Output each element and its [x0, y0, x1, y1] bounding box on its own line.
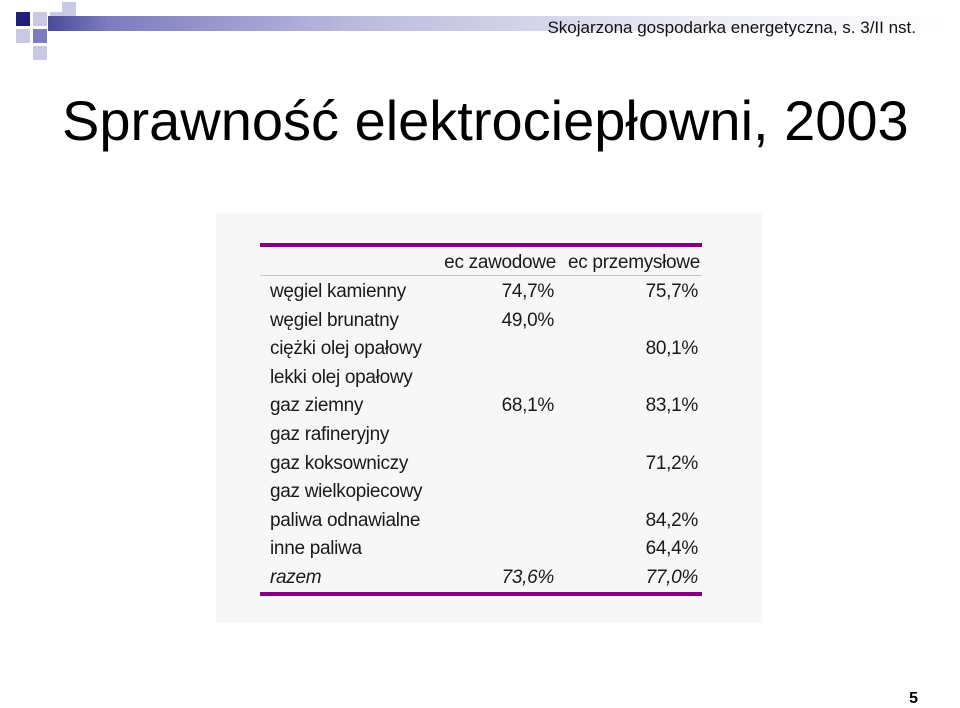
table-bottom-rule [260, 592, 702, 596]
header-text: Skojarzona gospodarka energetyczna, s. 3/II nst. [547, 18, 916, 37]
column-header-ec-zawodowe: ec zawodowe [444, 252, 556, 273]
table-cell-ec-przemyslowe: 80,1% [645, 338, 698, 359]
decor-square [33, 12, 47, 26]
table-cell-ec-zawodowe: 68,1% [501, 395, 554, 416]
table-cell-ec-przemyslowe: 83,1% [645, 395, 698, 416]
decor-square [16, 29, 30, 43]
table-row-label: ciężki olej opałowy [270, 338, 422, 359]
table-cell-ec-zawodowe: 74,7% [501, 281, 554, 302]
table-row-label: węgiel kamienny [270, 281, 406, 302]
table-cell-ec-przemyslowe: 75,7% [645, 281, 698, 302]
table-row-label: paliwa odnawialne [270, 510, 421, 531]
table-cell-ec-przemyslowe: 77,0% [645, 567, 698, 588]
table-row-label: razem [270, 567, 322, 588]
table-row-label: gaz ziemny [270, 395, 364, 416]
table-row-label: gaz wielkopiecowy [270, 481, 423, 502]
table-row-label: gaz rafineryjny [270, 424, 390, 445]
table-cell-ec-zawodowe: 49,0% [501, 310, 554, 331]
table-header-rule [260, 275, 702, 276]
table-row-label: gaz koksowniczy [270, 453, 409, 474]
decor-square [62, 2, 76, 16]
decor-square [33, 46, 47, 60]
table-cell-ec-przemyslowe: 84,2% [645, 510, 698, 531]
table-cell-ec-zawodowe: 73,6% [501, 567, 554, 588]
column-header-ec-przemyslowe: ec przemysłowe [567, 252, 700, 273]
page-number: 5 [909, 690, 918, 707]
table-top-rule [260, 243, 702, 247]
table-cell-ec-przemyslowe: 64,4% [645, 538, 698, 559]
table-row-label: lekki olej opałowy [270, 367, 413, 388]
decor-square [33, 29, 47, 43]
page-title: Sprawność elektrociepłowni, 2003 [62, 89, 909, 152]
decor-square [16, 12, 30, 26]
table-cell-ec-przemyslowe: 71,2% [645, 453, 698, 474]
table-row-label: węgiel brunatny [270, 310, 399, 331]
table-row-label: inne paliwa [270, 538, 362, 559]
